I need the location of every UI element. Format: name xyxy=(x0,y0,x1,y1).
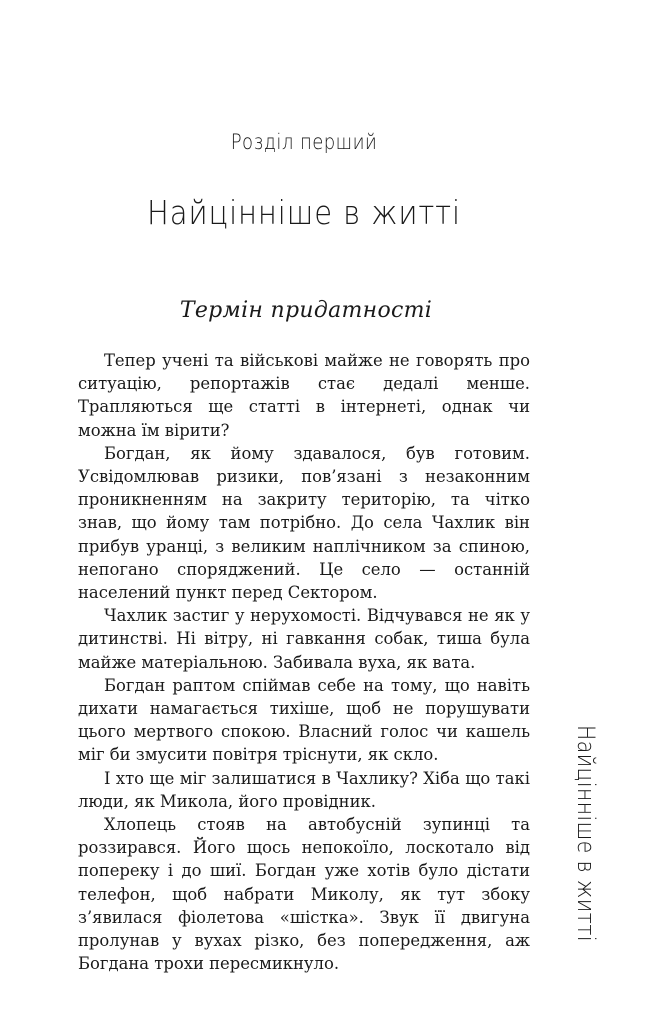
paragraph: Хлопець стояв на автобусній зупинці та роззирався. Його щось непокоїло, лоскотало від попереку і до шиї. Богдан уже хотів було дістати телефон, щоб набрати Миколу, як тут збоку з’явилася фіолетова «шістка». Звук її двигуна пролунав у вухах різко, без попередження, аж Богдана трохи пересмикнуло. xyxy=(78,815,530,974)
body-text xyxy=(78,349,530,975)
paragraph: Богдан, як йому здавалося, був готовим. Усвідомлював ризики, пов’язані з незаконним проникненням на закриту територію, та чітко знав, що йому там потрібно. До села Чахлик він прибув уранці, з великим наплічником за спиною, непогано споряджений. Це село — останній населений пункт перед Сектором. xyxy=(78,443,530,603)
section-title: Термін придатності xyxy=(179,298,433,323)
paragraph: Богдан раптом спіймав себе на тому, що навіть дихати намагається тихіше, щоб не порушувати цього мертвого спокою. Власний голос чи кашель міг би змусити повітря тріснути, як скло. xyxy=(78,675,530,765)
chapter-title: Найцінніше в житті xyxy=(147,193,461,232)
paragraph: І хто ще міг залишатися в Чахлику? Хіба що такі люди, як Микола, його провідник. xyxy=(78,768,530,811)
running-head-text: Найцінніше в житті xyxy=(572,725,600,943)
paragraph: Тепер учені та військові майже не говорять про ситуацію, репортажів стає дедалі менше. Трапляються ще статті в інтернеті, однак чи можна їм вірити? xyxy=(78,351,530,440)
paragraph: Чахлик застиг у нерухомості. Відчувався не як у дитинстві. Ні вітру, ні гавкання собак, тиша була майже матеріальною. Забивала вуха, як вата. xyxy=(78,606,530,672)
vertical-running-head xyxy=(569,725,603,943)
chapter-label: Розділ перший xyxy=(230,130,378,154)
